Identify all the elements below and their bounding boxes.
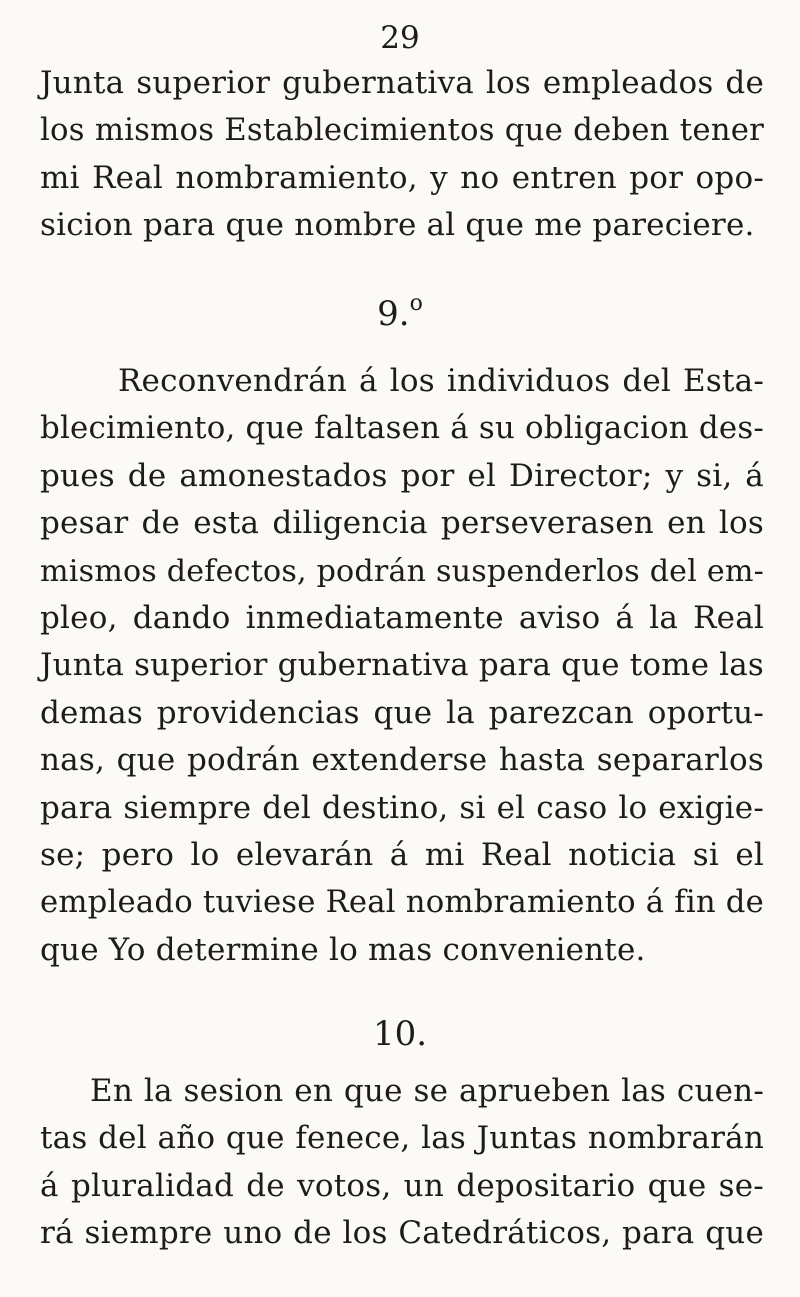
text-line: demas providencias que la parezcan oportu-	[40, 694, 764, 731]
paragraph-top	[40, 60, 764, 250]
article-10-text	[40, 1068, 764, 1258]
text-line: mi Real nombramiento, y no entren por opo-	[40, 159, 764, 196]
article-9-number: 9.	[377, 294, 410, 334]
text-line: pleo, dando inmediatamente aviso á la Real	[40, 600, 764, 637]
text-line: se; pero lo elevarán á mi Real noticia si el	[40, 837, 764, 874]
text-line: para siempre del destino, si el caso lo exigie-	[40, 789, 764, 826]
article-9-text	[40, 358, 764, 974]
text-line: empleado tuviese Real nombramiento á fin de	[40, 885, 764, 921]
text-line: blecimiento, que faltasen á su obligacion des-	[40, 410, 764, 447]
text-line: Junta superior gubernativa los empleados de	[40, 65, 764, 101]
page-number: 29	[380, 20, 420, 56]
text-line: á pluralidad de votos, un depositario que se-	[40, 1167, 764, 1204]
text-line: tas del año que fenece, las Juntas nombrarán	[40, 1120, 764, 1157]
text-line: Junta superior gubernativa para que tome las	[40, 647, 764, 684]
text-line: nas, que podrán extenderse hasta separarlos	[40, 742, 764, 779]
text-line: Reconvendrán á los individuos del Esta-	[118, 363, 764, 399]
text-line: sicion para que nombre al que me pareciere.	[40, 207, 755, 244]
article-10-heading: 10.	[372, 1014, 428, 1054]
text-line: pues de amonestados por el Director; y si, á	[40, 457, 764, 494]
article-9-ordinal: o	[409, 291, 423, 316]
text-line: En la sesion en que se aprueben las cuen-	[90, 1073, 764, 1109]
text-line: rá siempre uno de los Catedráticos, para que	[40, 1215, 764, 1252]
article-9-heading	[0, 291, 800, 334]
text-line: los mismos Establecimientos que deben tener	[40, 112, 764, 149]
text-line: que Yo determine lo mas conveniente.	[40, 931, 646, 968]
text-line: pesar de esta diligencia perseverasen en los	[40, 505, 764, 542]
text-line: mismos defectos, podrán suspenderlos del em-	[40, 553, 764, 589]
